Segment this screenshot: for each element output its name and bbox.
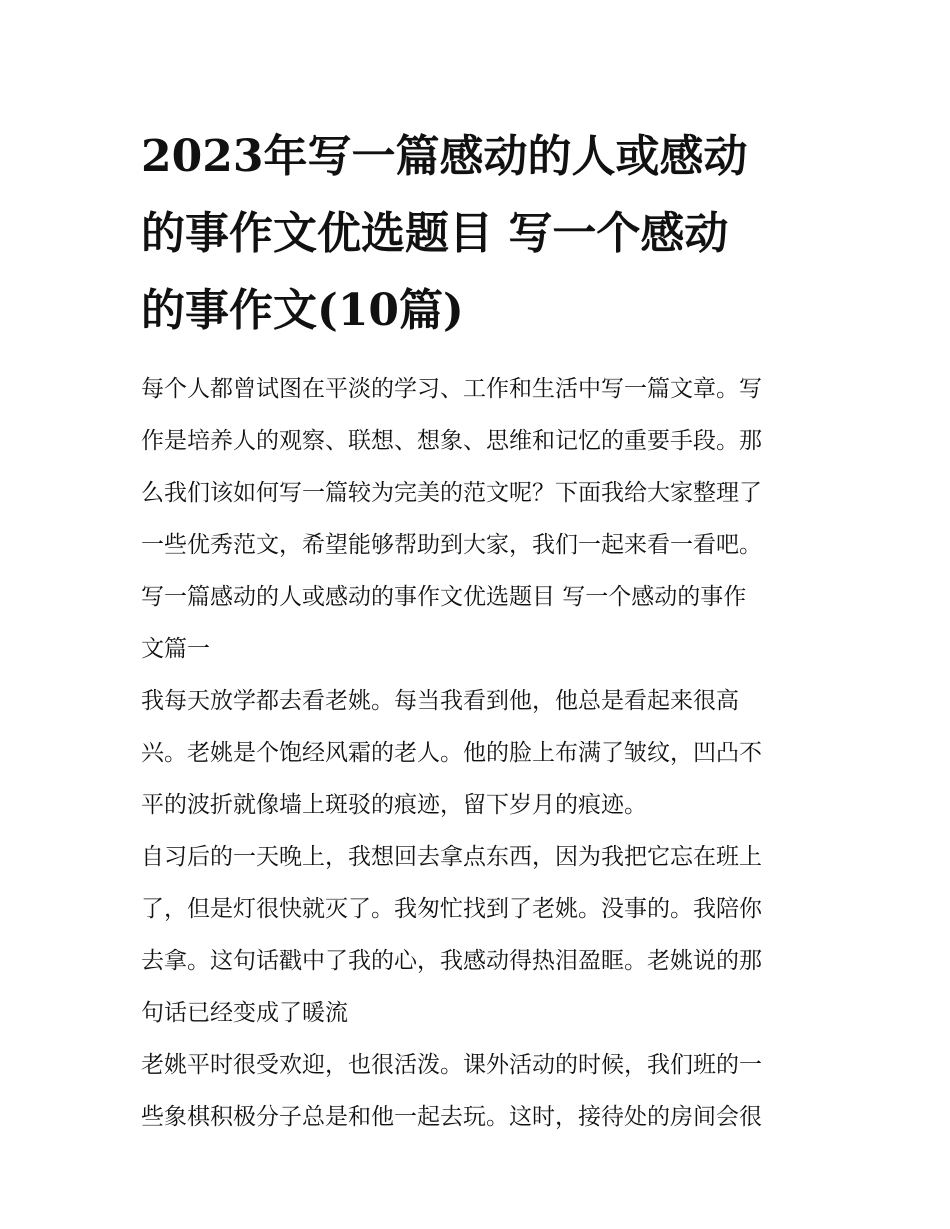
body-line: 么我们该如何写一篇较为完美的范文呢？下面我给大家整理了 bbox=[141, 480, 762, 506]
document-page bbox=[141, 118, 813, 1143]
title-line: 2023年写一篇感动的人或感动 bbox=[141, 131, 748, 182]
title-line: 的事作文(10篇) bbox=[141, 285, 464, 336]
body-line: 平的波折就像墙上斑驳的痕迹，留下岁月的痕迹。 bbox=[141, 792, 647, 818]
document-body bbox=[141, 363, 813, 1143]
document-title bbox=[141, 118, 813, 349]
body-line: 句话已经变成了暖流 bbox=[141, 1000, 348, 1026]
title-line: 的事作文优选题目 写一个感动 bbox=[141, 208, 729, 259]
section-heading-line: 文篇一 bbox=[141, 636, 210, 662]
body-line: 些象棋积极分子总是和他一起去玩。这时，接待处的房间会很 bbox=[141, 1104, 762, 1130]
body-line: 去拿。这句话戳中了我的心，我感动得热泪盈眶。老姚说的那 bbox=[141, 948, 762, 974]
body-line: 一些优秀范文，希望能够帮助到大家，我们一起来看一看吧。 bbox=[141, 532, 762, 558]
body-line: 作是培养人的观察、联想、想象、思维和记忆的重要手段。那 bbox=[141, 428, 762, 454]
body-line: 了，但是灯很快就灭了。我匆忙找到了老姚。没事的。我陪你 bbox=[141, 896, 762, 922]
section-heading-line: 写一篇感动的人或感动的事作文优选题目 写一个感动的事作 bbox=[141, 584, 747, 610]
body-line: 兴。老姚是个饱经风霜的老人。他的脸上布满了皱纹，凹凸不 bbox=[141, 740, 762, 766]
body-line: 每个人都曾试图在平淡的学习、工作和生活中写一篇文章。写 bbox=[141, 376, 762, 402]
body-line: 我每天放学都去看老姚。每当我看到他，他总是看起来很高 bbox=[141, 688, 739, 714]
body-line: 老姚平时很受欢迎，也很活泼。课外活动的时候，我们班的一 bbox=[141, 1052, 762, 1078]
body-line: 自习后的一天晚上，我想回去拿点东西，因为我把它忘在班上 bbox=[141, 844, 762, 870]
